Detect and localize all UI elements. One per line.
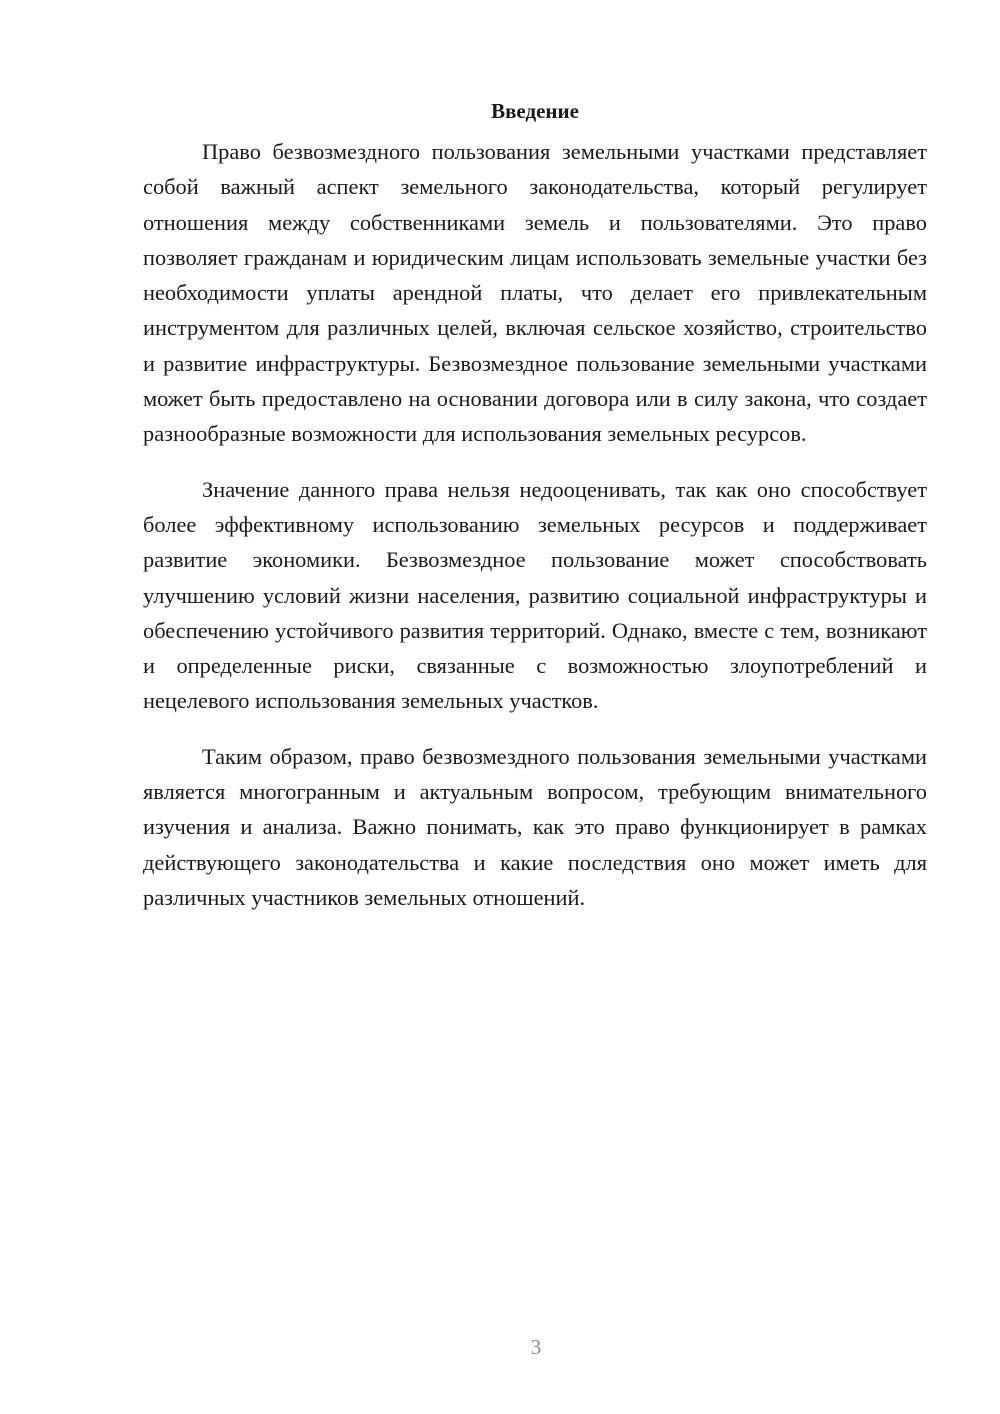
page-content [143, 96, 927, 915]
paragraph-3: Таким образом, право безвозмездного пользования земельными участками является многогранным и актуальным вопросом, требующим внимательного изучения и анализа. Важно понимать, как это право функционирует в рамках действующего законодательства и какие последствия оно может иметь для различных участников земельных отношений. [143, 743, 927, 910]
paragraph-1: Право безвозмездного пользования земельными участками представляет собой важный аспект земельного законодательства, который регулирует отношения между собственниками земель и пользователями. Это право позволяет гражданам и юридическим лицам использовать земельные участки без необходимости уплаты арендной платы, что делает его привлекательным инструментом для различных целей, включая сельское хозяйство, строительство и развитие инфраструктуры. Безвозмездное пользование земельными участками может быть предоставлено на основании договора или в силу закона, что создает разнообразные возможности для использования земельных ресурсов. [143, 139, 927, 447]
section-heading: Введение [491, 99, 579, 123]
page-number: 3 [530, 1335, 542, 1359]
paragraph-2: Значение данного права нельзя недооценивать, так как оно способствует более эффективному использованию земельных ресурсов и поддерживает развитие экономики. Безвозмездное пользование может способствовать улучшению условий жизни населения, развитию социальной инфраструктуры и обеспечению устойчивого развития территорий. Однако, вместе с тем, возникают и определенные риски, связанные с возможностью злоупотреблений и нецелевого использования земельных участков. [143, 476, 927, 714]
